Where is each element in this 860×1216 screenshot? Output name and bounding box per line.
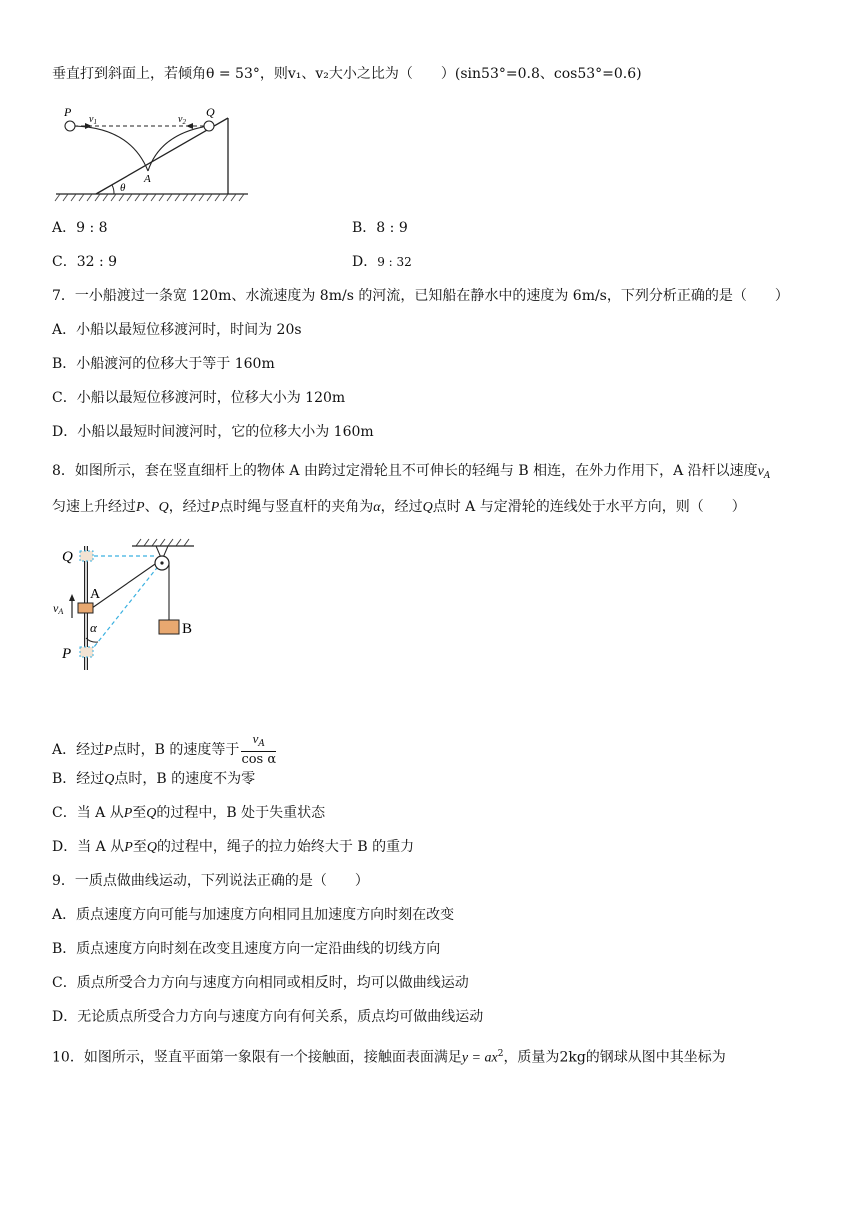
q6-stem: 垂直打到斜面上，若倾角θ = 53°，则v₁、v₂大小之比为（ ）(sin53°=0.8、cos53°=0.6) [52, 66, 642, 82]
q8-option-c: C．当 A 从P至Q的过程中，B 处于失重状态 [52, 805, 326, 821]
label-q: Q [62, 549, 73, 565]
q9-stem: 9．一质点做曲线运动，下列说法正确的是（ ） [52, 873, 369, 889]
q9-option-b: B．质点速度方向时刻在改变且速度方向一定沿曲线的切线方向 [52, 941, 441, 957]
q8-option-a: A．经过P点时，B 的速度等于 $\frac{v_A}{\text{cos α}}$ [52, 731, 277, 767]
q8-figure [52, 536, 212, 676]
q6-option-b: B．8 : 9 [352, 220, 408, 236]
q7-option-a: A．小船以最短位移渡河时，时间为 20s [52, 322, 302, 338]
q6-figure [52, 104, 252, 204]
q7-option-b: B．小船渡河的位移大于等于 160m [52, 356, 275, 372]
q6-option-a: A．9 : 8 [52, 220, 108, 236]
ball-p [65, 121, 75, 131]
q8-stem-line2: 匀速上升经过P、Q，经过P点时绳与竖直杆的夹角为α，经过Q点时 A 与定滑轮的连线处于水平方向，则（ ） [52, 499, 746, 515]
q6-option-c: C．32 : 9 [52, 254, 118, 270]
q9-option-a: A．质点速度方向可能与加速度方向相同且加速度方向时刻在改变 [52, 907, 455, 923]
ball-q [204, 121, 214, 131]
label-va: vA [53, 601, 64, 616]
label-a: A [144, 173, 151, 185]
q7-option-c: C．小船以最短位移渡河时，位移大小为 120m [52, 390, 346, 406]
q8-stem-line1: 8．如图所示，套在竖直细杆上的物体 A 由跨过定滑轮且不可伸长的轻绳与 B 相连，在外力作用下，A 沿杆以速度$v_A$ [52, 463, 771, 481]
label-p: P [64, 105, 72, 119]
label-alpha: α [90, 620, 97, 635]
q8-option-d: D．当 A 从P至Q的过程中，绳子的拉力始终大于 B 的重力 [52, 839, 415, 855]
label-p: P [62, 646, 72, 662]
trajectory-q [148, 126, 208, 171]
q8-option-b: B．经过Q点时，B 的速度不为零 [52, 771, 256, 787]
block-p-ghost [80, 647, 93, 657]
q7-option-d: D．小船以最短时间渡河时，它的位移大小为 160m [52, 424, 374, 440]
q7-stem: 7．一小船渡过一条宽 120m、水流速度为 8m/s 的河流，已知船在静水中的速度为 6m/s，下列分析正确的是（ ） [52, 288, 789, 304]
block-q-ghost [80, 551, 93, 561]
q9-option-d: D．无论质点所受合力方向与速度方向有何关系，质点均可做曲线运动 [52, 1009, 484, 1025]
fraction: $\frac{v_A}{\text{cos α}}$ [241, 731, 277, 767]
label-q: Q [206, 105, 215, 119]
label-a: A [90, 587, 101, 602]
label-b: B [182, 621, 193, 637]
trajectory-p [70, 126, 148, 171]
label-v1: $v_1$ [89, 114, 97, 126]
block-a [78, 603, 93, 613]
q6-option-d: D．9 : 32 [352, 254, 412, 270]
label-theta: θ [120, 182, 126, 194]
block-b [159, 620, 179, 634]
label-v2: $v_2$ [178, 114, 186, 126]
rope-a [92, 562, 158, 608]
q9-option-c: C．质点所受合力方向与速度方向相同或相反时，均可以做曲线运动 [52, 975, 469, 991]
q10-stem: 10．如图所示，竖直平面第一象限有一个接触面，接触面表面满足$y = ax^2$，质量为2kg的钢球从图中其坐标为 [52, 1049, 726, 1066]
